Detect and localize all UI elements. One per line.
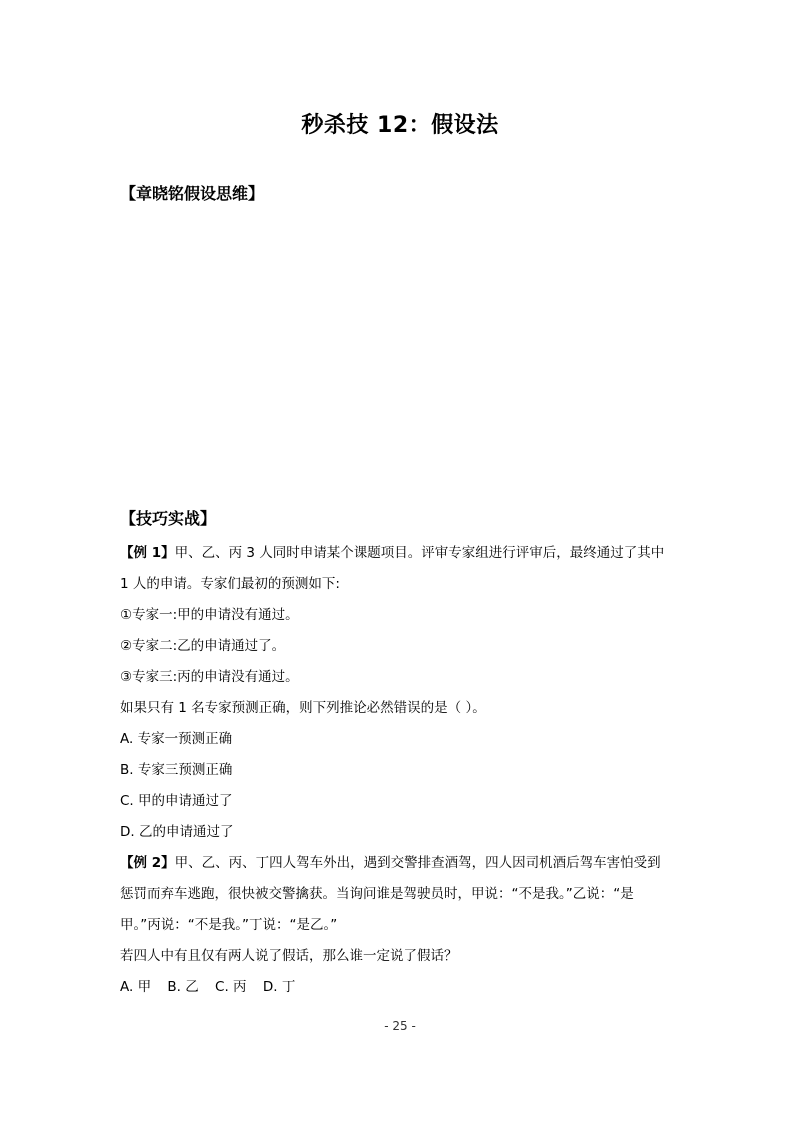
page-title: 秒杀技 12：假设法 — [301, 113, 499, 138]
example1-question: 如果只有 1 名专家预测正确，则下列推论必然错误的是（ ）。 — [120, 700, 486, 716]
section-heading-thinking: 【章晓铭假设思维】 — [120, 184, 265, 203]
page-number: - 25 - — [384, 1019, 416, 1033]
section-heading-practice: 【技巧实战】 — [120, 509, 217, 528]
example2-stem-line1: 【例 2】甲、乙、丙、丁四人驾车外出，遇到交警排查酒驾，四人因司机酒后驾车害怕受到 — [120, 855, 661, 871]
example2-option-b: B. 乙 — [167, 979, 199, 995]
example1-prediction-1: ①专家一:甲的申请没有通过。 — [120, 607, 299, 623]
example2-option-c: C. 丙 — [215, 979, 247, 995]
example1-option-b: B. 专家三预测正确 — [120, 762, 233, 778]
example1-prediction-3: ③专家三:丙的申请没有通过。 — [120, 669, 299, 685]
example2-stem-line3: 甲。”丙说：“不是我。”丁说：“是乙。” — [120, 917, 338, 933]
example2-option-a: A. 甲 — [120, 979, 152, 995]
example1-option-c: C. 甲的申请通过了 — [120, 793, 233, 809]
example1-stem-line1: 【例 1】甲、乙、丙 3 人同时申请某个课题项目。评审专家组进行评审后，最终通过了其中 — [120, 545, 665, 561]
example2-option-d: D. 丁 — [262, 979, 296, 995]
practice-content — [120, 538, 690, 1003]
example1-option-a: A. 专家一预测正确 — [120, 731, 233, 747]
example2-question: 若四人中有且仅有两人说了假话，那么谁一定说了假话？ — [120, 948, 458, 964]
example2-tag: 【例 2】 — [120, 855, 175, 871]
example2-stem-line2: 惩罚而弃车逃跑，很快被交警擒获。当询问谁是驾驶员时，甲说：“不是我。”乙说：“是 — [120, 886, 634, 902]
example1-prediction-2: ②专家二:乙的申请通过了。 — [120, 638, 286, 654]
example1-stem-line2: 1 人的申请。专家们最初的预测如下: — [120, 576, 340, 592]
example1-option-d: D. 乙的申请通过了 — [120, 824, 234, 840]
example1-tag: 【例 1】 — [120, 545, 175, 561]
example2-options — [120, 972, 690, 1003]
